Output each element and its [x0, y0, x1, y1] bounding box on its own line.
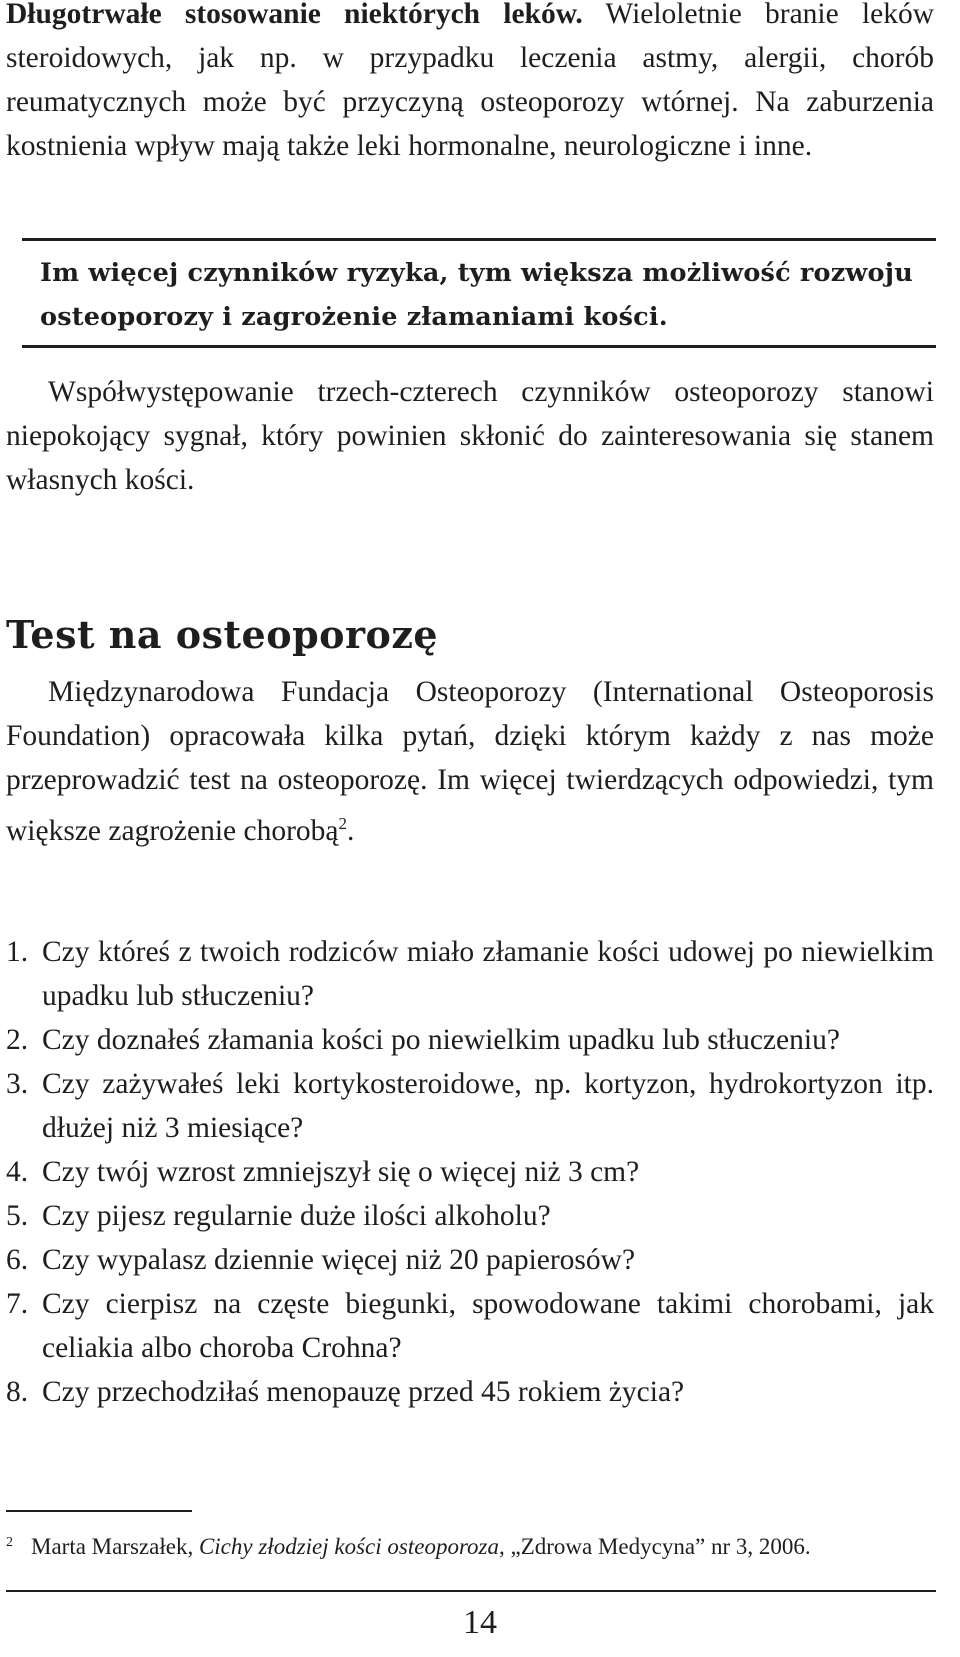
- question-number: 2.: [6, 1024, 29, 1056]
- question-item: [6, 1282, 934, 1370]
- question-number: 6.: [6, 1244, 29, 1276]
- footnote-ref[interactable]: 2: [338, 814, 348, 833]
- question-item: [6, 1062, 934, 1150]
- footnote-mark: 2: [6, 1535, 13, 1550]
- question-number: 1.: [6, 936, 29, 968]
- risk-paragraph: Współwystępowanie trzech-czterech czynników osteoporozy stanowi niepokojący sygnał, który powinien skłonić do zainteresowania się stanem własnych kości.: [6, 376, 934, 496]
- section-body-text: Międzynarodowa Fundacja Osteoporozy (International Osteoporosis Foundation) opracowała kilka pytań, dzięki którym każdy z nas może przeprowadzić test na osteoporozę. Im więcej twierdzących odpowiedzi, tym większe zagrożenie chorobą: [6, 676, 934, 847]
- footnote-author: Marta Marszałek,: [31, 1534, 199, 1559]
- footnote-title: Cichy złodziej kości osteoporoza: [198, 1534, 499, 1559]
- intro-text: Wieloletnie branie leków steroidowych, jak np. w przypadku leczenia astmy, alergii, chorób reumatycznych może być przyczyną osteoporozy wtórnej. Na zaburzenia kostnienia wpływ mają także leki hormonalne, neurologiczne i inne.: [6, 0, 934, 162]
- question-item: [6, 1370, 934, 1414]
- section-heading: Test na osteoporozę: [6, 612, 439, 657]
- intro-lead: Długotrwałe stosowanie niektórych leków.: [6, 0, 583, 30]
- question-text: Czy cierpisz na częste biegunki, spowodowane takimi chorobami, jak celiakia albo choroba Crohna?: [42, 1288, 934, 1364]
- callout-text: Im więcej czynników ryzyka, tym większa możliwość rozwoju osteoporozy i zagrożenie złamaniami kości.: [40, 258, 913, 332]
- page-bottom-rule: [6, 1590, 936, 1592]
- question-number: 4.: [6, 1156, 29, 1188]
- question-number: 8.: [6, 1376, 29, 1408]
- question-text: Czy któreś z twoich rodziców miało złamanie kości udowej po niewielkim upadku lub stłuczeniu?: [42, 936, 934, 1012]
- question-item: [6, 1150, 934, 1194]
- callout-bottom-rule: [22, 345, 936, 348]
- question-item: [6, 1018, 934, 1062]
- footnote-rule: [6, 1510, 192, 1512]
- question-text: Czy wypalasz dziennie więcej niż 20 papierosów?: [42, 1244, 636, 1276]
- question-number: 3.: [6, 1068, 29, 1100]
- question-item: [6, 1238, 934, 1282]
- question-text: Czy zażywałeś leki kortykosteroidowe, np. kortyzon, hydrokortyzon itp. dłużej niż 3 miesiące?: [42, 1068, 934, 1144]
- footnote-source: , „Zdrowa Medycyna” nr 3, 2006.: [499, 1534, 811, 1559]
- question-item: [6, 930, 934, 1018]
- question-text: Czy przechodziłaś menopauzę przed 45 rokiem życia?: [42, 1376, 685, 1408]
- question-list: [6, 930, 934, 1414]
- question-number: 5.: [6, 1200, 29, 1232]
- footnote: [6, 1526, 934, 1564]
- section-body: [6, 670, 934, 853]
- question-text: Czy twój wzrost zmniejszył się o więcej niż 3 cm?: [42, 1156, 640, 1188]
- section-body-end: .: [347, 814, 355, 847]
- question-text: Czy doznałeś złamania kości po niewielkim upadku lub stłuczeniu?: [42, 1024, 840, 1056]
- question-text: Czy pijesz regularnie duże ilości alkoholu?: [42, 1200, 551, 1232]
- callout-box: [22, 238, 936, 348]
- page-number: 14: [463, 1604, 497, 1641]
- question-item: [6, 1194, 934, 1238]
- question-number: 7.: [6, 1288, 29, 1320]
- intro-paragraph: [6, 0, 934, 168]
